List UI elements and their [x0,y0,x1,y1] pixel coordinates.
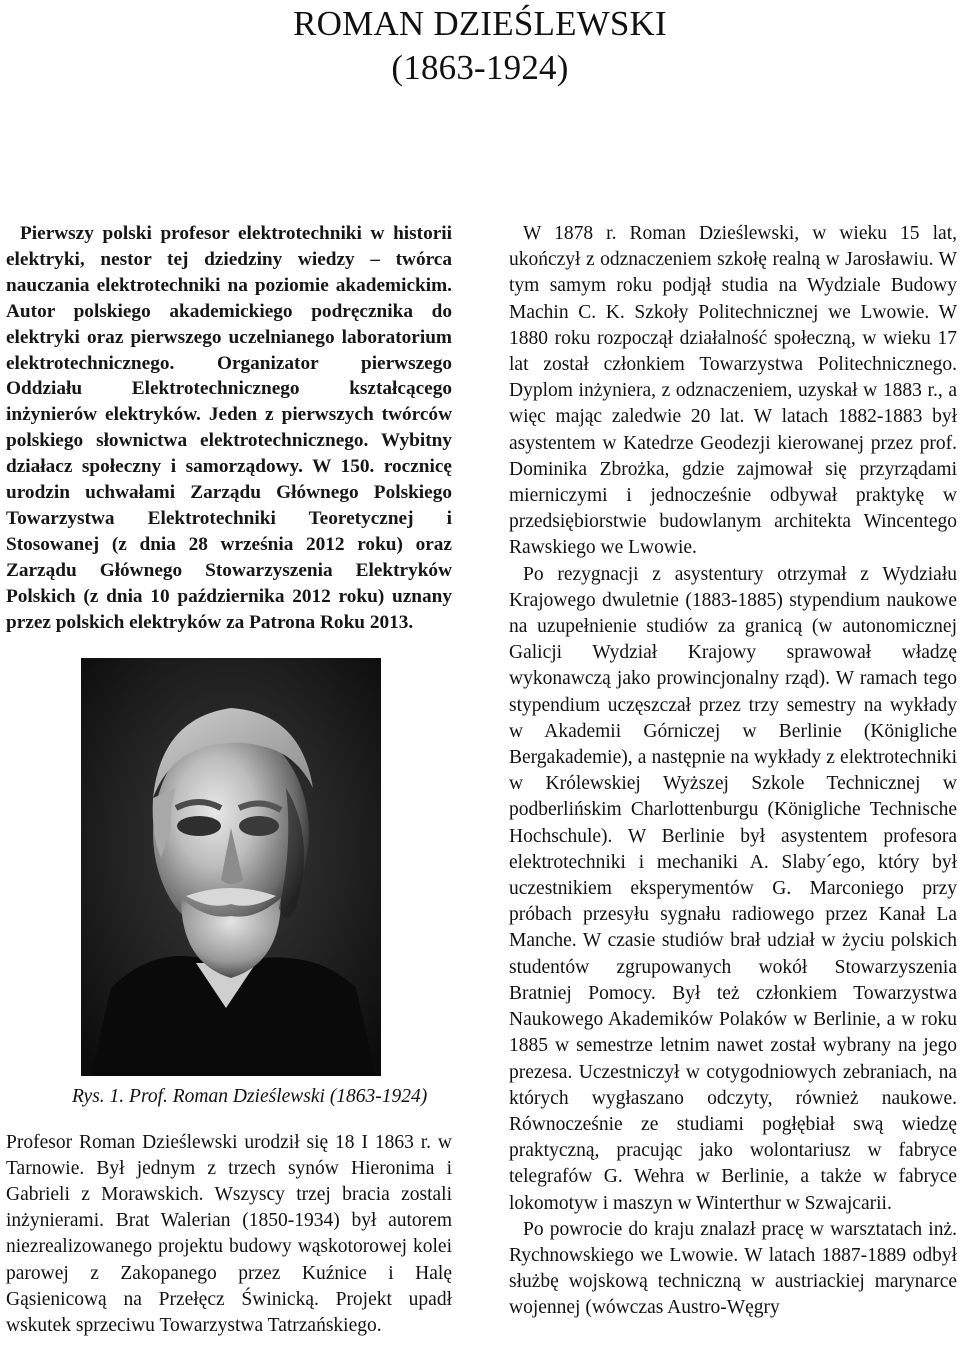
intro-paragraph: Pierwszy polski profesor elektrotechniki w historii elektryki, nestor tej dziedziny wiedzy – twórca nauczania elektrotechniki na poziomie akademickim. Autor polskiego akademickiego podręcznika do elektryki oraz pierwszego uczelnianego laboratorium elektrotechnicznego. Organizator pierwszego Oddziału Elektrotechnicznego kształcącego inżynierów elektryków. Jeden z pierwszych twórców polskiego słownictwa elektrotechnicznego. Wybitny działacz społeczny i samorządowy. W 150. rocznicę urodzin uchwałami Zarządu Głównego Polskiego Towarzystwa Elektrotechniki Teoretycznej i Stosowanej (z dnia 28 września 2012 roku) oraz Zarządu Głównego Stowarzyszenia Elektryków Polskich (z dnia 10 października 2012 roku) uznany przez polskich elektryków za Patrona Roku 2013. [6,223,452,633]
right-body-paragraph-3: Po powrocie do kraju znalazł pracę w warsztatach inż. Rychnowskiego we Lwowie. W latach 1887-1889 odbył służbę wojskową techniczną w austriackiej marynarce wojennej (wówczas Austro-Węgry [509,1218,957,1319]
left-body-paragraph: Profesor Roman Dzieślewski urodził się 18 I 1863 r. w Tarnowie. Był jednym z trzech synów Hieronima i Gabrieli z Morawskich. Wszyscy trzej bracia zostali inżynierami. Brat Walerian (1850-1934) był autorem niezrealizowanego projektu budowy wąskotorowej kolei parowej z Zakopanego przez Kuźnice i Halę Gąsienicową na Przełęcz Świnicką. Projekt upadł wskutek sprzeciwu Towarzystwa Tatrzańskiego. [6,1131,452,1336]
title-block [0,2,960,90]
right-column [509,221,957,1322]
figure-caption: Rys. 1. Prof. Roman Dzieślewski (1863-1924) [72,1085,428,1107]
right-body-paragraph-2: Po rezygnacji z asystentury otrzymał z Wydziału Krajowego dwuletnie (1883-1885) stypendium naukowe na uzupełnienie studiów za granicą (w autonomicznej Galicji Wydział Krajowy sprawował władzę wykonawczą jako prowincjonalny rząd). W ramach tego stypendium uczęszczał przez trzy semestry na wykłady w Akademii Górniczej w Berlinie (Königliche Bergakademie), a następnie na wykłady z elektrotechniki w Królewskiej Wyższej Szkole Technicznej w podberlińskim Charlottenburgu (Königliche Technische Hochschule). W Berlinie był asystentem profesora elektrotechniki i mechaniki A. Slaby´ego, który był uczestnikiem eksperymentów G. Marconiego przy próbach przesyłu sygnału radiowego przez Kanał La Manche. W czasie studiów brał udział w życiu polskich studentów zgrupowanych wokół Stowarzyszenia Bratniej Pomocy. Był też członkiem Towarzystwa Naukowego Akademików Polaków w Berlinie, a w roku 1885 w semestrze letnim nawet został wybrany na jego prezesa. Uczestniczył w cotygodniowych zebraniach, na których wygłaszano odczyty, również naukowe. Równocześnie ze studiami pogłębiał swą wiedzę praktyczną, pracując jako wolontariusz w fabryce telegrafów G. Wehra w Berlinie, a także w fabryce lokomotyw i maszyn w Winterthur w Szwajcarii. [509,563,957,1214]
portrait-photo [81,658,381,1076]
page-title: ROMAN DZIEŚLEWSKI [293,4,667,43]
left-column [6,221,452,1339]
right-body-paragraph-1: W 1878 r. Roman Dzieślewski, w wieku 15 lat, ukończył z odznaczeniem szkołę realną w Jarosławiu. W tym samym roku podjął studia na Wydziale Budowy Machin C. K. Szkoły Politechnicznej we Lwowie. W 1880 roku rozpoczął działalność społeczną, w wieku 17 lat został członkiem Towarzystwa Politechnicznego. Dyplom inżyniera, z odznaczeniem, uzyskał w 1883 r., a więc mając zaledwie 20 lat. W latach 1882-1883 był asystentem w Katedrze Geodezji kierowanej przez prof. Dominika Zbrożka, gdzie zajmował się przyrządami mierniczymi i jednocześnie odbywał praktykę w przedsiębiorstwie budowlanym architekta Wincentego Rawskiego we Lwowie. [509,223,957,559]
page-subtitle-years: (1863-1924) [391,48,569,87]
